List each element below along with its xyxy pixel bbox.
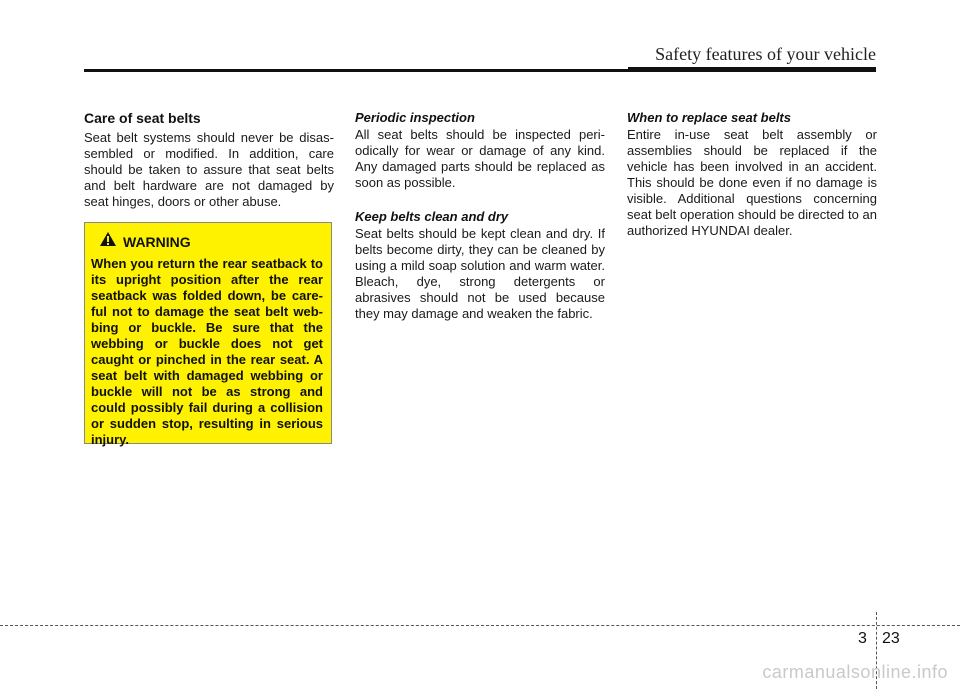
warning-title: WARNING: [123, 233, 191, 250]
keep-clean-text: Seat belts should be kept clean and dry. If belts become dirty, they can be cleaned by using a mild soap solution and warm water. Bleach, dye, strong detergents or abrasives should not be used because they may damage and weaken the fabric.: [355, 226, 605, 321]
subheading-keep-clean: Keep belts clean and dry: [355, 209, 509, 224]
warning-text: When you return the rear seatback to its upright position after the rear seatback was folded down, be careful not to damage the seat belt webbing or buckle. Be sure that the webbing or buckle does not get caught or pinched in the rear seat. A seat belt with damaged webbing or buckle will not be as strong and could possibly fail during a collision or sudden stop, resulting in serious injury.: [91, 256, 323, 447]
warning-header: [99, 231, 323, 252]
subheading-periodic-inspection: Periodic inspection: [355, 110, 475, 125]
section-heading-care: Care of seat belts: [84, 110, 201, 126]
page-header-title: Safety features of your vehicle: [655, 44, 876, 64]
warning-triangle-icon: [99, 231, 117, 252]
page-number: 23: [882, 630, 900, 647]
subheading-replace: When to replace seat belts: [627, 110, 791, 125]
care-body-text: Seat belt systems should never be disassembled or modified. In addition, care should be taken to assure that seat belts and belt hardware are not damaged by seat hinges, doors or other abuse.: [84, 130, 334, 209]
column-middle: [355, 110, 605, 322]
watermark-text: carmanualsonline.info: [762, 662, 948, 682]
periodic-inspection-text: All seat belts should be inspected periodically for wear or damage of any kind. Any damaged parts should be replaced as soon as possible.: [355, 127, 605, 190]
chapter-number: 3: [858, 630, 867, 647]
replace-text: Entire in-use seat belt assembly or assemblies should be replaced if the vehicle has been involved in an accident. This should be done even if no damage is visible. Additional questions concerning seat belt operation should be directed to an authorized HYUNDAI dealer.: [627, 127, 877, 238]
column-right: [627, 110, 877, 239]
footer-rule: [0, 625, 960, 626]
column-left: [84, 110, 334, 210]
warning-box: [84, 222, 332, 447]
header-rule-accent: [628, 67, 876, 72]
